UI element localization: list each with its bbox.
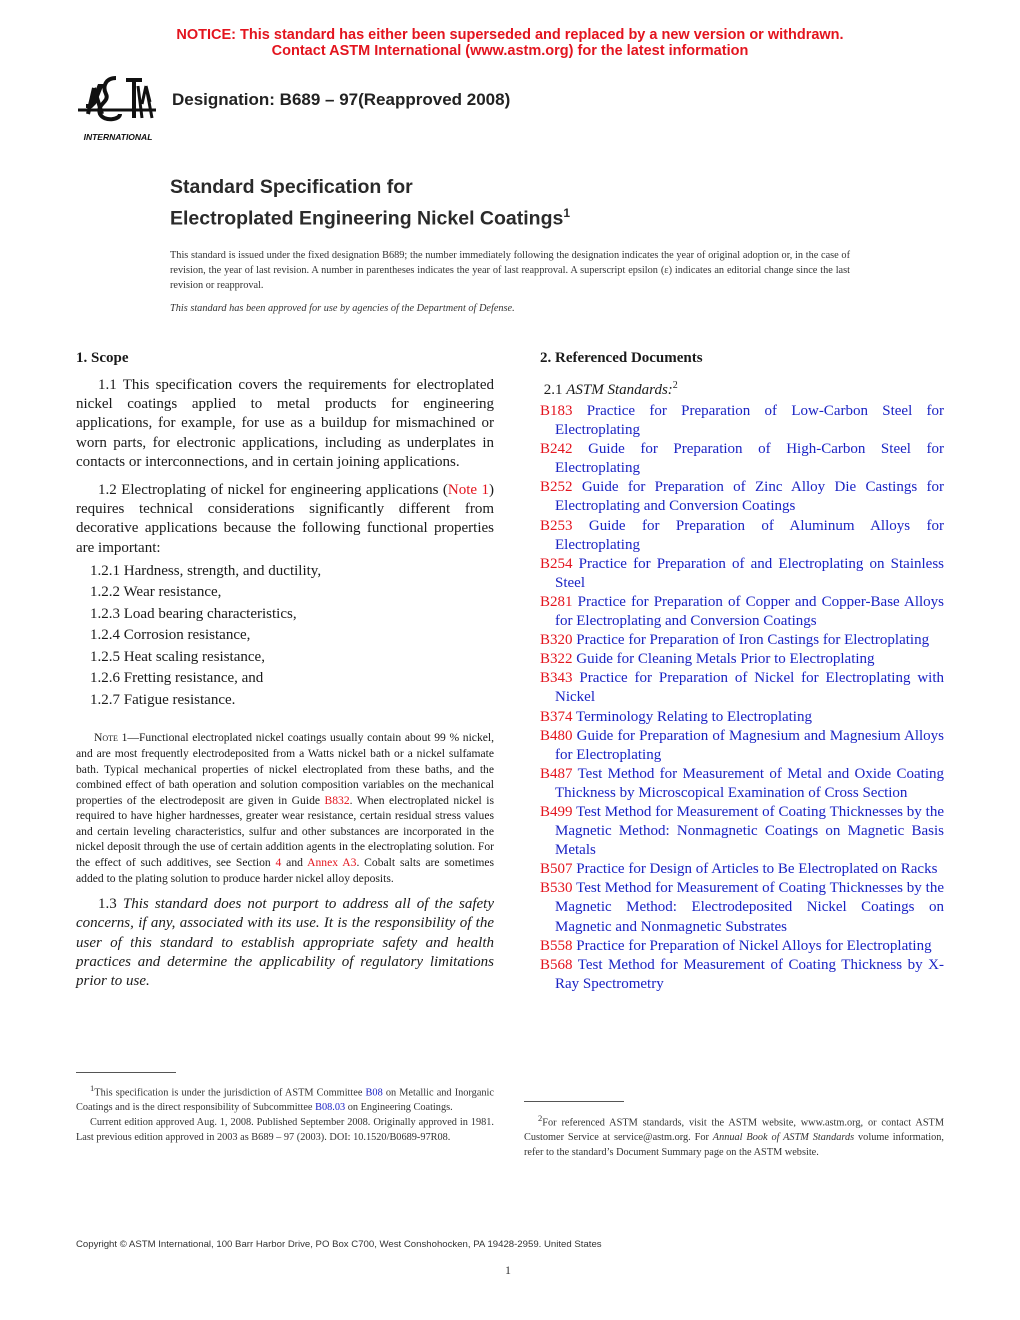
left-column (76, 348, 494, 991)
designation: Designation: B689 – 97(Reapproved 2008) (172, 90, 511, 109)
section-heading-scope: 1. Scope (76, 350, 129, 366)
reference-item[interactable] (540, 478, 944, 516)
reference-title[interactable]: Test Method for Measurement of Coating Thicknesses by the Magnetic Method: Electrodeposited Nickel Coatings on Magnetic and Nonmagnetic Substrates (555, 880, 944, 935)
footnote-2: $^2$For referenced ASTM standards, visit the ASTM website, www.astm.org, or contact ASTM Customer Service at service@astm.org. For Annual Book of ASTM Standards volume information, refer to the standard’s Document Summary page on the ASTM website. (524, 1113, 944, 1159)
reference-item[interactable] (540, 879, 944, 936)
reference-code[interactable]: B320 (540, 632, 573, 649)
reference-code[interactable]: B242 (540, 441, 573, 458)
withdrawal-notice (0, 27, 1020, 59)
paragraph-1-2: 1.2 Electroplating of nickel for engineering applications (Note 1) requires technical considerations significantly different from decorative applications because the following functional properties are important: (76, 482, 494, 556)
reference-title[interactable]: Guide for Preparation of Zinc Alloy Die Castings for Electroplating and Conversion Coatings (555, 479, 944, 515)
reference-title[interactable]: Test Method for Measurement of Coating Thickness by X-Ray Spectrometry (555, 956, 944, 992)
title-line-2: Electroplated Engineering Nickel Coatings$^1$ (170, 206, 571, 230)
subcommittee-b08-03-link[interactable]: B08.03 (315, 1102, 346, 1114)
reference-code[interactable]: B254 (540, 555, 573, 572)
reference-title[interactable]: Practice for Preparation of Nickel Alloys for Electroplating (572, 937, 932, 954)
list-item: 1.2.4 Corrosion resistance, (90, 627, 251, 644)
note-1: Note 1—Functional electroplated nickel coatings usually contain about 99 % nickel, and are most frequently electrodeposited from a Watts nickel bath or a nickel sulfamate bath. Typical mechanical properties of nickel electroplated from these baths, and the combined effect of bath operation and solution composition variables on the mechanical properties of the electrodeposit are given in Guide B832. When electroplated nickel is required to have higher hardnesses, greater wear resistance, certain residual stress values and certain leveling characteristics, sulfur and other substances are incorporated in the nickel deposit through the use of certain addition agents in the electroplating solution. For the effect of such additives, see Section 4 and Annex A3. Cobalt salts are sometimes added to the plating solution to produce harder nickel alloy deposits. (76, 731, 495, 885)
list-item: 1.2.2 Wear resistance, (90, 584, 222, 601)
reference-item[interactable] (540, 708, 944, 727)
dod-approval-text: This standard has been approved for use by agencies of the Department of Defense. (170, 303, 515, 314)
logo-subtext: INTERNATIONAL (83, 132, 153, 142)
reference-code[interactable]: B252 (540, 479, 573, 496)
reference-title[interactable]: Practice for Preparation of and Electroplating on Stainless Steel (555, 555, 944, 591)
reference-item[interactable] (540, 669, 944, 707)
astm-standards-subheading: 2.1 ASTM Standards:$^2$ (543, 380, 678, 398)
list-item: 1.2.6 Fretting resistance, and (90, 670, 264, 687)
reference-title[interactable]: Practice for Design of Articles to Be Electroplated on Racks (572, 861, 938, 878)
document-title (170, 174, 570, 232)
b832-link[interactable]: B832 (324, 793, 350, 807)
notice-line-1: NOTICE: This standard has either been superseded and replaced by a new version or withdrawn. (176, 27, 844, 43)
reference-item[interactable] (540, 765, 944, 803)
section-heading-referenced-documents: 2. Referenced Documents (540, 350, 703, 366)
committee-b08-link[interactable]: B08 (365, 1087, 383, 1099)
title-footnote-mark: 1 (563, 206, 571, 220)
reference-item[interactable] (540, 650, 944, 669)
right-column (540, 348, 944, 994)
reference-item[interactable] (540, 727, 944, 765)
reference-item[interactable] (540, 631, 944, 650)
reference-title[interactable]: Practice for Preparation of Iron Castings for Electroplating (572, 632, 930, 649)
reference-title[interactable]: Test Method for Measurement of Coating Thicknesses by the Magnetic Method: Nonmagnetic Coatings on Magnetic Basis Metals (555, 803, 944, 859)
reference-item[interactable] (540, 402, 944, 440)
title-line-1: Standard Specification for (170, 176, 413, 198)
reference-item[interactable] (540, 803, 944, 860)
reference-code[interactable]: B253 (540, 517, 573, 534)
reference-code[interactable]: B507 (540, 861, 573, 878)
reference-item[interactable] (540, 593, 944, 631)
reference-code[interactable]: B343 (540, 670, 573, 687)
reference-code[interactable]: B183 (540, 403, 573, 419)
paragraph-1-1: 1.1 This specification covers the requirements for electroplated nickel coatings applied to metal products for engineering applications, for example, for use as a buildup for mismachined or worn parts, for electronic applications, including as underplates in contacts or interconnections, and in certain joining applications. (76, 377, 494, 470)
reference-title[interactable]: Practice for Preparation of Low-Carbon Steel for Electroplating (555, 403, 944, 439)
property-list (76, 561, 494, 712)
reference-code[interactable]: B568 (540, 956, 573, 973)
reference-list (540, 402, 944, 994)
reference-code[interactable]: B487 (540, 765, 573, 782)
notice-line-2: Contact ASTM International (www.astm.org) for the latest information (271, 43, 749, 59)
reference-item[interactable] (540, 860, 944, 879)
list-item: 1.2.3 Load bearing characteristics, (90, 605, 297, 622)
footnote-divider-left (76, 1072, 176, 1073)
section-4-link[interactable]: 4 (275, 856, 282, 870)
reference-code[interactable]: B558 (540, 937, 573, 954)
reference-title[interactable]: Guide for Preparation of Magnesium and Magnesium Alloys for Electroplating (555, 727, 944, 763)
list-item: 1.2.1 Hardness, strength, and ductility, (90, 562, 322, 579)
reference-title[interactable]: Terminology Relating to Electroplating (572, 708, 812, 725)
reference-code[interactable]: B374 (540, 708, 573, 725)
reference-title[interactable]: Guide for Preparation of High-Carbon Steel for Electroplating (555, 441, 944, 477)
reference-item[interactable] (540, 937, 944, 956)
reference-title[interactable]: Guide for Preparation of Aluminum Alloys for Electroplating (555, 517, 944, 553)
astm-logo-icon (76, 74, 160, 144)
reference-code[interactable]: B480 (540, 727, 573, 744)
copyright-line: Copyright © ASTM International, 100 Barr Harbor Drive, PO Box C700, West Conshohocken, PA 19428-2959. United States (76, 1239, 602, 1250)
list-item: 1.2.5 Heat scaling resistance, (90, 648, 265, 665)
reference-item[interactable] (540, 956, 944, 994)
footnote-1: $^1$This specification is under the jurisdiction of ASTM Committee B08 on Metallic and Inorganic Coatings and is the direct responsibility of Subcommittee B08.03 on Engineering Coatings. Current edition approved Aug. 1, 2008. Published September 2008. Originally approved in 1981. Last previous edition approved in 2003 as B689 – 97 (2003). DOI: 10.1520/B0689-97R08. (76, 1083, 494, 1144)
reference-item[interactable] (540, 517, 944, 555)
reference-title[interactable]: Practice for Preparation of Nickel for Electroplating with Nickel (555, 670, 944, 706)
reference-item[interactable] (540, 440, 944, 478)
footnote-divider-right (524, 1101, 624, 1102)
reference-item[interactable] (540, 555, 944, 593)
list-item: 1.2.7 Fatigue resistance. (90, 691, 236, 708)
page-number: 1 (505, 1263, 511, 1277)
reference-title[interactable]: Guide for Cleaning Metals Prior to Electroplating (572, 651, 875, 668)
reference-code[interactable]: B322 (540, 651, 573, 668)
reference-title[interactable]: Practice for Preparation of Copper and Copper-Base Alloys for Electroplating and Conversion Coatings (555, 593, 944, 630)
paragraph-1-3: 1.3 This standard does not purport to address all of the safety concerns, if any, associated with its use. It is the responsibility of the user of this standard to establish appropriate safety and health practices and determine the applicability of regulatory limitations prior to use. (76, 896, 495, 990)
reference-code[interactable]: B499 (540, 803, 573, 820)
reference-title[interactable]: Test Method for Measurement of Metal and Oxide Coating Thickness by Microscopical Examination of Cross Section (555, 765, 944, 801)
reference-code[interactable]: B281 (540, 593, 573, 610)
annex-a3-link[interactable]: Annex A3 (307, 856, 357, 870)
preamble-text: This standard is issued under the fixed designation B689; the number immediately following the designation indicates the year of original adoption or, in the case of revision, the year of last revision. A number in parentheses indicates the year of last reapproval. A superscript epsilon (ε) indicates an editorial change since the last revision or reapproval. (170, 250, 850, 291)
note-1-link[interactable]: Note 1 (447, 482, 489, 499)
reference-code[interactable]: B530 (540, 880, 573, 897)
